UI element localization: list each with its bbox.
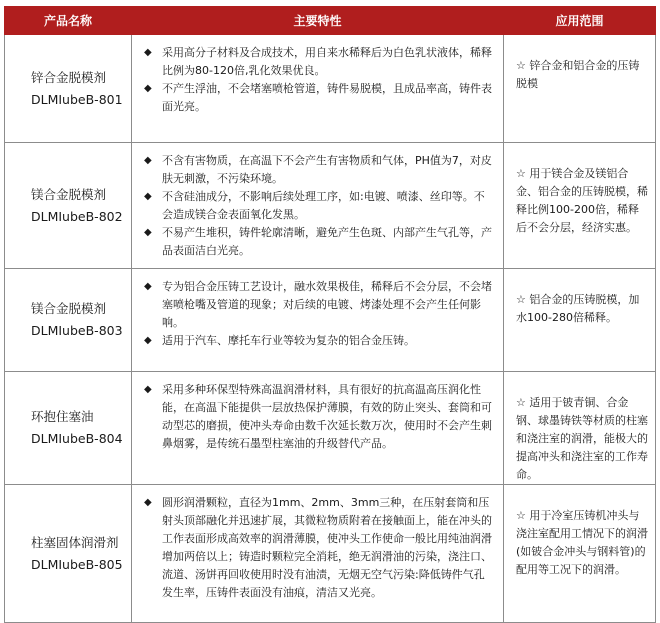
product-table-wrapper <box>4 6 655 623</box>
feature-item: ◆ 不产生浮油，不会堵塞喷枪管道，铸件易脱模，且成品率高，铸件表面光亮。 <box>144 80 493 116</box>
features-cell <box>132 35 504 143</box>
product-name-cell <box>5 485 132 623</box>
features-cell <box>132 269 504 372</box>
application-text: 适用于铍青铜、合金钢、球墨铸铁等材质的柱塞和浇注室的润滑，能极大的提高冲头和浇注室的工作寿命。 <box>516 396 648 481</box>
product-name: 镁合金脱模剂 <box>31 186 107 202</box>
features-cell <box>132 143 504 269</box>
table-row <box>5 372 656 485</box>
feature-item: ◆ 专为铝合金压铸工艺设计，融水效果极佳，稀释后不会分层，不会堵塞喷枪嘴及管道的现象；对后续的电镀、烤漆处理不会产生任何影响。 <box>144 278 493 332</box>
feature-item: ◆ 适用于汽车、摩托车行业等较为复杂的铝合金压铸。 <box>144 332 493 350</box>
application-cell <box>504 485 656 623</box>
product-code: DLMIubeB-801 <box>31 91 123 107</box>
product-name-cell <box>5 35 132 143</box>
application-text: 锌合金和铝合金的压铸脱模 <box>516 59 640 90</box>
star-bullet-icon: ☆ <box>516 396 526 409</box>
product-code: DLMIubeB-803 <box>31 323 123 338</box>
application-text: 用于冷室压铸机冲头与浇注室配用工情况下的润滑(如铍合金冲头与钢料管)的配用等工况下的润滑。 <box>516 509 648 576</box>
diamond-bullet-icon: ◆ <box>144 497 152 508</box>
product-name: 锌合金脱模剂 <box>31 69 107 85</box>
star-bullet-icon: ☆ <box>516 509 526 522</box>
diamond-bullet-icon: ◆ <box>144 47 152 58</box>
diamond-bullet-icon: ◆ <box>144 155 152 166</box>
features-cell <box>132 485 504 623</box>
diamond-bullet-icon: ◆ <box>144 281 152 292</box>
features-cell <box>132 372 504 485</box>
feature-item: ◆ 采用高分子材料及合成技术，用自来水稀释后为白色乳状液体，稀释比例为80-120倍,乳化效果优良。 <box>144 44 493 80</box>
feature-item: ◆ 不含有害物质，在高温下不会产生有害物质和气体，PH值为7，对皮肤无刺激，不污染环境。 <box>144 152 493 188</box>
product-code: DLMIubeB-805 <box>31 556 123 572</box>
star-bullet-icon: ☆ <box>516 293 526 306</box>
header-product-name: 产品名称 <box>5 7 132 35</box>
diamond-bullet-icon: ◆ <box>144 384 152 395</box>
feature-item: ◆ 不含硅油成分，不影响后续处理工序，如:电镀、喷漆、丝印等。不会造成镁合金表面氧化发黑。 <box>144 188 493 224</box>
diamond-bullet-icon: ◆ <box>144 335 152 346</box>
application-text: 铝合金的压铸脱模，加水100-280倍稀释。 <box>516 293 640 324</box>
header-main-features: 主要特性 <box>132 7 504 35</box>
application-cell <box>504 35 656 143</box>
product-code: DLMIubeB-804 <box>31 431 123 446</box>
star-bullet-icon: ☆ <box>516 167 526 180</box>
table-header-row <box>5 7 656 35</box>
table-row <box>5 143 656 269</box>
application-cell <box>504 143 656 269</box>
header-application: 应用范围 <box>504 7 656 35</box>
feature-item: ◆ 不易产生堆积，铸件轮廓清晰，避免产生色斑、内部产生气孔等，产品表面洁白光亮。 <box>144 224 493 260</box>
application-cell <box>504 372 656 485</box>
diamond-bullet-icon: ◆ <box>144 227 152 238</box>
table-row <box>5 269 656 372</box>
product-name: 柱塞固体润滑剂 <box>31 534 119 550</box>
application-cell <box>504 269 656 372</box>
product-name-cell <box>5 372 132 485</box>
product-table <box>4 6 656 623</box>
product-code: DLMIubeB-802 <box>31 208 123 224</box>
feature-item: ◆ 采用多种环保型特殊高温润滑材料，具有很好的抗高温高压润化性能，在高温下能提供一层放热保护薄膜，有效的防止突头、套筒和可动型芯的磨损，使冲头寿命由数千次延长数万次，使用时不会产生刺鼻烟雾，是传统石墨型柱塞油的升级替代产品。 <box>144 381 493 453</box>
product-name-cell <box>5 269 132 372</box>
diamond-bullet-icon: ◆ <box>144 191 152 202</box>
table-row <box>5 35 656 143</box>
feature-item: ◆ 圆形润滑颗粒，直径为1mm、2mm、3mm三种，在压射套筒和压射头顶部融化并迅速扩展，其微粒物质附着在接触面上，能在冲头的工作表面形成高效率的润滑薄膜，使冲头工作使命一般比用纯油润滑增加两倍以上；铸造时颗粒完全消耗，绝无润滑油的污染，浇注口、流道、汤饼再回收使用时没有油渍，无烟无空气污染:降低铸件气孔发生率，压铸件表面没有油痕，清洁又光亮。 <box>144 494 493 602</box>
table-row <box>5 485 656 623</box>
application-text: 用于镁合金及镁铝合金、铝合金的压铸脱模，稀释比例100-200倍，稀释后不会分层，经济实惠。 <box>516 167 648 234</box>
product-name: 环抱住塞油 <box>31 409 94 424</box>
star-bullet-icon: ☆ <box>516 59 526 72</box>
diamond-bullet-icon: ◆ <box>144 83 152 94</box>
product-name: 镁合金脱模剂 <box>31 301 107 316</box>
product-name-cell <box>5 143 132 269</box>
